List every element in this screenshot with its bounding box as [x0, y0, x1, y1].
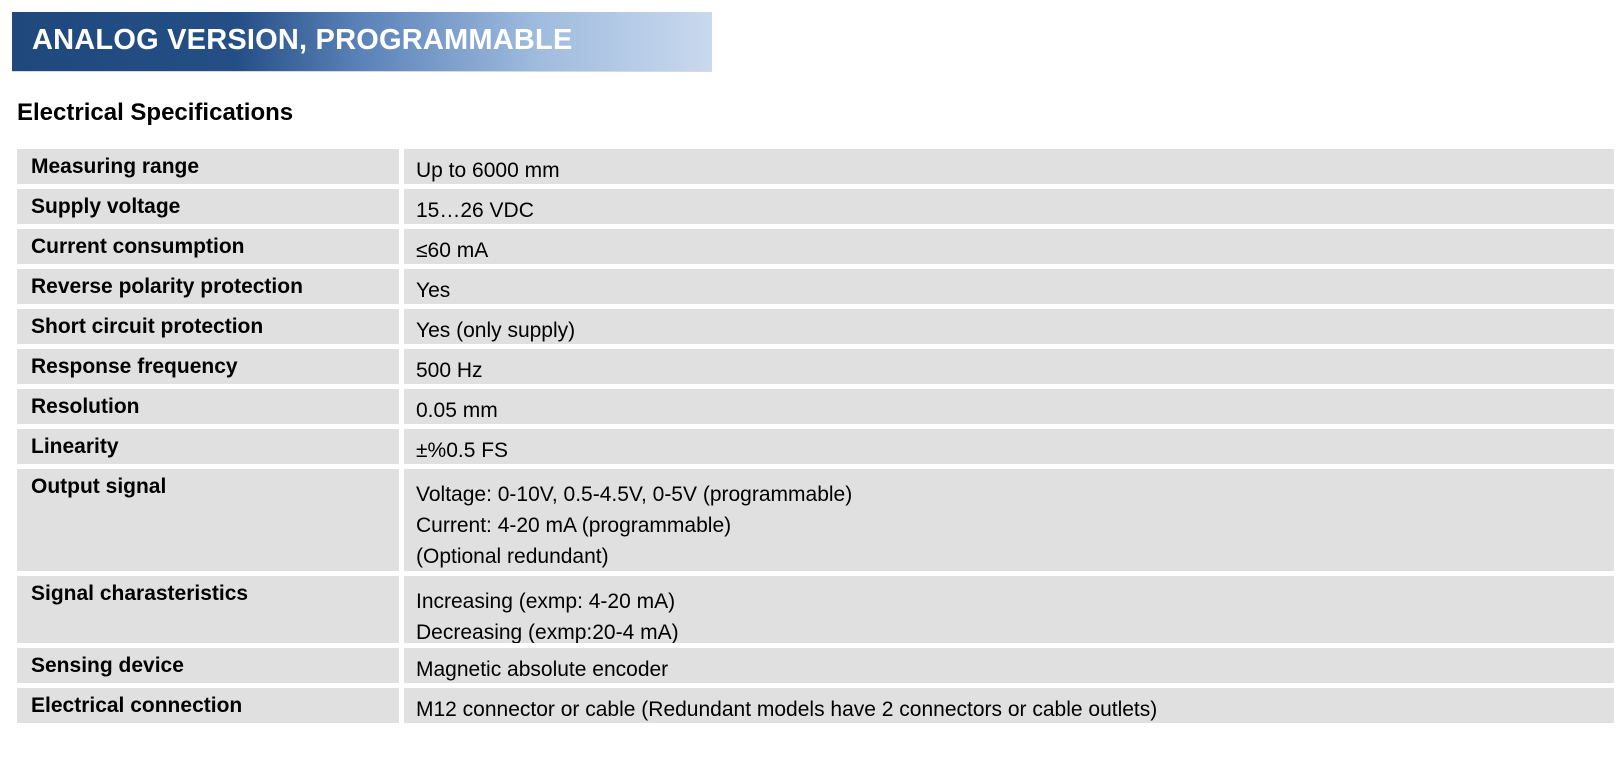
spec-value [404, 429, 1614, 464]
spec-label: Output signal [17, 469, 404, 571]
spec-row [17, 269, 1614, 304]
spec-row [17, 688, 1614, 723]
spec-value [404, 349, 1614, 384]
spec-value [404, 469, 1614, 571]
spec-row [17, 229, 1614, 264]
spec-table [17, 149, 1614, 728]
spec-label: Electrical connection [17, 688, 404, 723]
spec-value [404, 189, 1614, 224]
spec-value-line: 0.05 mm [416, 399, 498, 422]
spec-value [404, 648, 1614, 683]
spec-value [404, 149, 1614, 184]
spec-row [17, 469, 1614, 571]
spec-label: Resolution [17, 389, 404, 424]
banner-title: ANALOG VERSION, PROGRAMMABLE [32, 24, 573, 56]
spec-value [404, 229, 1614, 264]
spec-value-line: 15…26 VDC [416, 199, 534, 222]
spec-value-line: Increasing (exmp: 4-20 mA) [416, 590, 676, 613]
spec-row [17, 389, 1614, 424]
spec-value-line: ≤60 mA [416, 239, 489, 262]
spec-label: Measuring range [17, 149, 404, 184]
spec-value [404, 309, 1614, 344]
spec-label: Signal charasteristics [17, 576, 404, 643]
spec-value-line: Magnetic absolute encoder [416, 658, 669, 681]
spec-row [17, 576, 1614, 643]
spec-row [17, 648, 1614, 683]
spec-label: Supply voltage [17, 189, 404, 224]
spec-label: Reverse polarity protection [17, 269, 404, 304]
spec-value-line: Current: 4-20 mA (programmable) [416, 514, 732, 537]
spec-label: Current consumption [17, 229, 404, 264]
spec-value-line: Decreasing (exmp:20-4 mA) [416, 621, 679, 643]
spec-row [17, 189, 1614, 224]
spec-value-line: (Optional redundant) [416, 545, 609, 568]
spec-value-line: ±%0.5 FS [416, 439, 509, 462]
section-banner [12, 12, 712, 72]
spec-row [17, 349, 1614, 384]
spec-value-line: M12 connector or cable (Redundant models have 2 connectors or cable outlets) [416, 698, 1158, 721]
spec-label: Short circuit protection [17, 309, 404, 344]
spec-row [17, 149, 1614, 184]
section-title: Electrical Specifications [17, 99, 294, 126]
spec-value-line: 500 Hz [416, 359, 483, 382]
spec-label: Sensing device [17, 648, 404, 683]
spec-value-line: Yes (only supply) [416, 319, 576, 342]
spec-value-line: Up to 6000 mm [416, 159, 560, 182]
spec-value [404, 389, 1614, 424]
spec-row [17, 429, 1614, 464]
spec-value [404, 688, 1614, 723]
spec-value-line: Yes [416, 279, 451, 302]
spec-value-line: Voltage: 0-10V, 0.5-4.5V, 0-5V (programmable) [416, 483, 853, 506]
spec-row [17, 309, 1614, 344]
spec-label: Response frequency [17, 349, 404, 384]
spec-label: Linearity [17, 429, 404, 464]
spec-value [404, 576, 1614, 643]
spec-value [404, 269, 1614, 304]
